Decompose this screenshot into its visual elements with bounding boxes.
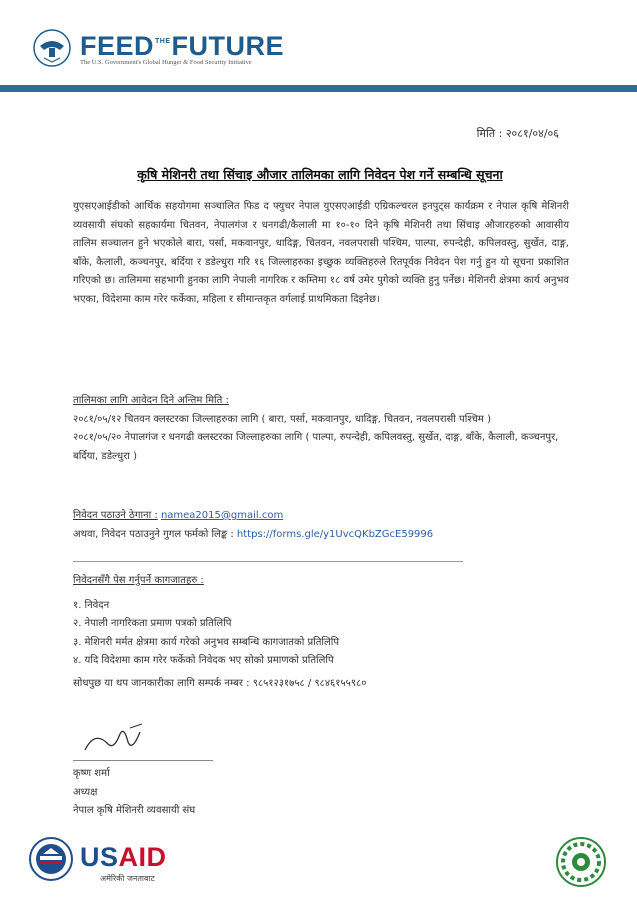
signatory bbox=[73, 765, 569, 821]
logo-tagline: The U.S. Government's Global Hunger & Food Security Initiative bbox=[80, 59, 252, 66]
documents-heading: निवेदनसँगै पेस गर्नुपर्ने कागजातहरु : bbox=[73, 575, 204, 586]
feed-the-future-logo: $FEED^{THE}FUTURE$ bbox=[80, 31, 285, 61]
documents-section bbox=[73, 572, 569, 693]
document-item: ३. मेशिनरी मर्मत क्षेत्रमा कार्य गरेको अनुभव सम्बन्धि कागजातको प्रतिलिपि bbox=[73, 636, 340, 648]
signature-line bbox=[73, 760, 213, 761]
usaid-seal-icon bbox=[28, 836, 74, 882]
form-link-label: अथवा, निवेदन पठाउनुने गुगल फर्मको लिङ्क : bbox=[73, 528, 234, 540]
notice-title: कृषि मेशिनरी तथा सिंचाइ औजार तालिमका लागि निवेदन पेश गर्ने सम्बन्धि सूचना bbox=[137, 167, 503, 182]
us-seal-icon bbox=[32, 28, 72, 68]
header-band bbox=[0, 85, 637, 92]
usaid-logo: USAID bbox=[80, 842, 167, 872]
signatory-position: अध्यक्ष bbox=[73, 786, 98, 798]
namea-logo-icon bbox=[555, 836, 607, 888]
document-item: २. नेपाली नागरिकता प्रमाण पत्रको प्रतिलिपि bbox=[73, 618, 232, 629]
deadline-line-nepalgunj: २०८१/०५/२० नेपालगंज र धनगढी क्लस्टरका जिल्लाहरुका लागि ( पाल्पा, रुपन्देही, कपिलवस्तु, सुर्खेत, दाङ्ग, बाँके, कैलाली, कञ्चनपुर, बर्दिया, डडेल्धुरा ) bbox=[73, 432, 559, 462]
contact-line: सोधपुछ या थप जानकारीका लागि सम्पर्क नम्बर : ९८५१२३१७५८ / ९८४६१५५९८० bbox=[73, 677, 367, 689]
document-item: १. निवेदन bbox=[73, 599, 110, 611]
email-link[interactable]: namea2015@gmail.com bbox=[160, 510, 284, 521]
deadline-line-chitwan: २०८१/०५/१२ चितवन क्लस्टरका जिल्लाहरुका लागि ( बारा, पर्सा, मकवानपुर, धादिङ्ग, चितवन, नवलपरासी पश्चिम ) bbox=[73, 413, 491, 425]
notice-date: मिति : २०८१/०४/०६ bbox=[476, 127, 559, 140]
divider bbox=[73, 561, 463, 562]
signatory-name: कृष्ण शर्मा bbox=[73, 768, 110, 779]
address-label: निवेदन पठाउने ठेगाना : bbox=[73, 510, 158, 521]
signature-scrawl bbox=[80, 720, 150, 760]
notice-body: युएसएआईडीको आर्थिक सहयोगमा सञ्चालित फिड द फ्युचर नेपाल युएसएआईडी एग्रिकल्चरल इनपुट्स कार्यक्रम र नेपाल कृषि मेशिनरी व्यवसायी संघको सहकार्यमा चितवन, नेपालगंज र धनगढी/कैलाली मा १०-१० दिने कृषि मेशिनरी तथा सिंचाइ औजारहरुको आवासीय तालिम सञ्चालन हुने भएकोले बारा, पर्सा, मकवानपुर, धादिङ्ग, चितवन, नवलपरासी पश्चिम, पाल्पा, रुपन्देही, कपिलवस्तु, सुर्खेत, दाङ्ग, बाँके, कैलाली, कञ्चनपुर, बर्दिया र डडेल्धुरा गरि १६ जिल्लाहरुका इच्छुक व्यक्तिहरुले रितपूर्वक निवेदन पेश गर्नु हुन यो सूचना प्रकाशित गरिएको छ। तालिममा सहभागी हुनका लागि नेपाली नागरिक र कम्तिमा १८ वर्ष उमेर पुगेको व्यक्ति हुनु पर्नेछ। मेशिनरी क्षेत्रमा कार्य अनुभव भएका, विदेशमा काम गरेर फर्केका, महिला र सीमान्तकृत वर्गलाई प्राथमिकता दिइनेछ। bbox=[73, 201, 569, 305]
address-section bbox=[73, 507, 569, 544]
document-item: ४. यदि विदेशमा काम गरेर फर्केको निवेदक भए सोको प्रमाणको प्रतिलिपि bbox=[73, 655, 334, 666]
signatory-org: नेपाल कृषि मेशिनरी व्यवसायी संघ bbox=[73, 805, 196, 816]
letterhead bbox=[0, 0, 637, 92]
google-form-link[interactable]: https://forms.gle/y1UvcQKbZGcE59996 bbox=[236, 528, 434, 540]
deadline-heading: तालिमका लागि आवेदन दिने अन्तिम मिति : bbox=[73, 395, 229, 406]
deadline-section bbox=[73, 392, 569, 466]
usaid-subtitle: अमेरिकी जनताबाट bbox=[100, 874, 155, 883]
